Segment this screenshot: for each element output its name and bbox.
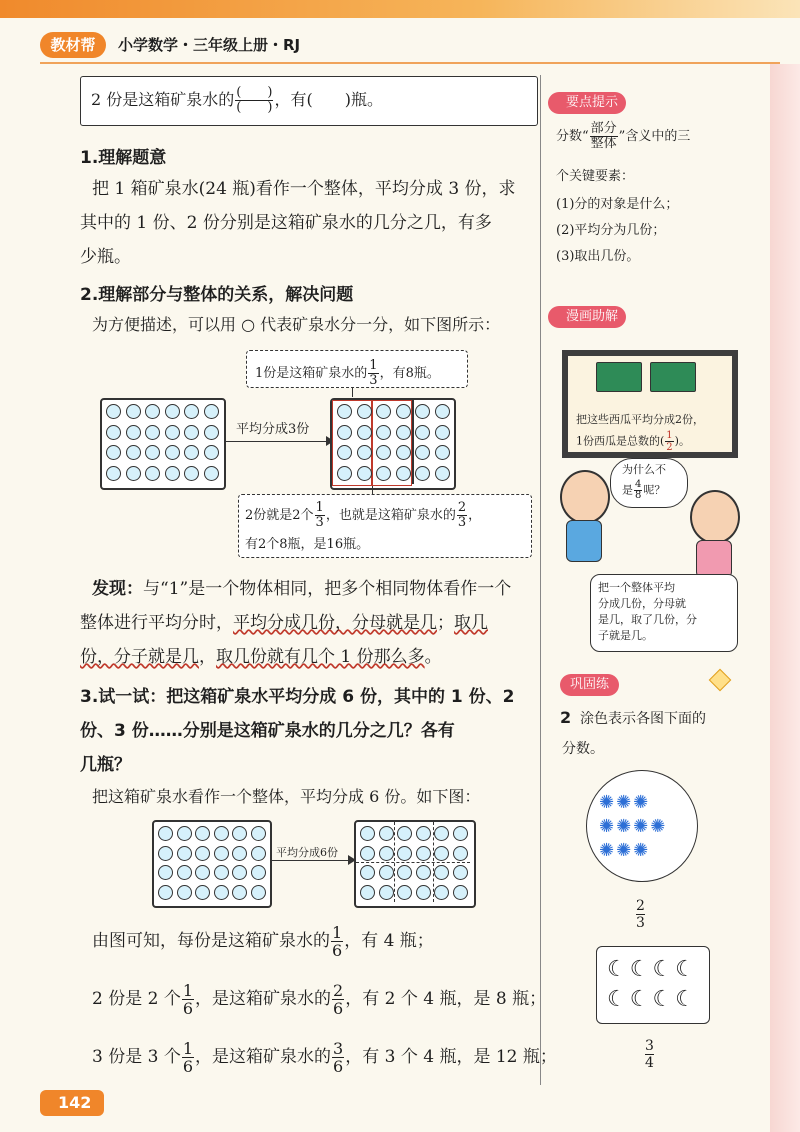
bottle-circle — [357, 404, 372, 419]
bubble2-l2: 分成几份，分母就 — [598, 597, 686, 610]
section2-intro: 为方便描述，可以用 ○ 代表矿泉水分一分，如下图所示： — [92, 315, 501, 334]
bottle-circle — [416, 846, 431, 861]
bottle-circle — [214, 865, 229, 880]
divide-arrow — [224, 441, 330, 442]
bottle-circle — [337, 425, 352, 440]
blank-bottles — [313, 90, 345, 109]
result3-mid: ，是这箱矿泉水的 — [195, 1047, 332, 1067]
bottle-circle — [184, 425, 199, 440]
fig1-den: 3 — [636, 915, 645, 931]
bottle-circle — [184, 404, 199, 419]
bottle-circle — [177, 885, 192, 900]
bottle-circle — [360, 846, 375, 861]
bottle-circle — [195, 865, 210, 880]
bottle-circle — [415, 425, 430, 440]
pencil-icon — [709, 669, 732, 692]
discovery-key3: 取几份就有几个 1 份那么多 — [216, 647, 425, 667]
result2-mid: ，是这箱矿泉水的 — [195, 989, 332, 1009]
note2-c: ，也就是这箱矿泉水的 — [325, 508, 456, 523]
result3-pre: 3 份是 3 个 — [92, 1047, 181, 1067]
comic-line2a: 1份西瓜是总数的( — [576, 434, 665, 448]
fig1-num: 2 — [636, 898, 645, 914]
tag-practice-label: 巩固练 — [570, 677, 610, 692]
section3-heading-l3: 几瓶？ — [80, 755, 131, 775]
note1-connector — [352, 387, 353, 397]
divide-label-6: 平均分成6份 — [276, 846, 338, 859]
tip-num: 部分 — [590, 121, 617, 136]
comic-num: 1 — [666, 430, 673, 441]
result1-den: 6 — [332, 941, 343, 960]
bubble1-c: 呢？ — [643, 483, 666, 497]
tag-comic-label: 漫画助解 — [566, 309, 619, 324]
top-color-band — [0, 0, 800, 18]
exercise-line1: 涂色表示各图下面的 — [580, 711, 706, 727]
bottle-circle — [357, 425, 372, 440]
column-divider — [540, 75, 541, 1085]
bottle-circle — [415, 404, 430, 419]
bottle-circle — [232, 826, 247, 841]
bottle-circle — [397, 865, 412, 880]
bottle-circle — [158, 885, 173, 900]
bottle-circle — [158, 865, 173, 880]
bottle-circle — [416, 865, 431, 880]
tag-practice — [560, 674, 619, 696]
subject-title: 小学数学・三年级上册・RJ — [118, 36, 301, 54]
tip-b: ”含义中的三 — [618, 129, 691, 144]
note2-e: ， — [468, 508, 482, 523]
section3-intro: 把这箱矿泉水看作一个整体，平均分成 6 份。如下图： — [92, 787, 481, 806]
discovery-label: 发现： — [92, 579, 143, 599]
note2-connector — [372, 486, 373, 494]
bottle-circle — [376, 466, 391, 481]
tip-l3: (1)分的对象是什么； — [556, 197, 679, 212]
discovery-line2a: 整体进行平均分时， — [80, 613, 233, 633]
bottle-circle — [453, 826, 468, 841]
bottle-circle — [251, 846, 266, 861]
exercise-number: 2 — [560, 708, 572, 727]
bottle-circle — [396, 425, 411, 440]
bottle-circle — [434, 885, 449, 900]
bottle-circle — [416, 826, 431, 841]
result3-post: ，有 3 个 4 瓶，是 12 瓶； — [345, 1047, 557, 1067]
tag-comic — [548, 306, 626, 328]
bottle-circle — [126, 466, 141, 481]
question-suffix: )瓶。 — [344, 90, 383, 109]
bottle-circle — [379, 846, 394, 861]
bottle-circle — [396, 466, 411, 481]
bottle-circle — [435, 445, 450, 460]
tag-key-points-label: 要点提示 — [566, 95, 619, 110]
bottle-circle — [251, 865, 266, 880]
bottle-circle — [337, 466, 352, 481]
bottle-circle — [453, 846, 468, 861]
note-two-parts — [238, 494, 532, 558]
section1-line3: 少瓶。 — [80, 247, 131, 267]
result2-num2: 2 — [333, 981, 344, 1000]
result2-den1: 6 — [182, 999, 194, 1018]
bottle-circle — [126, 404, 141, 419]
bottle-circle — [397, 885, 412, 900]
bottle-circle — [337, 404, 352, 419]
comic-den: 2 — [666, 442, 673, 453]
discovery-line2c: ； — [437, 613, 454, 633]
question-prefix: 2 份是这箱矿泉水的 — [91, 90, 235, 109]
page-edge-shade — [770, 64, 800, 1132]
bottle-circle — [232, 846, 247, 861]
result2-num1: 1 — [182, 981, 194, 1000]
moon-icons: ☾☾☾☾ ☾☾☾☾ — [607, 957, 698, 1012]
bottle-circle — [397, 846, 412, 861]
bottle-circle — [145, 445, 160, 460]
result3-den2: 6 — [333, 1057, 344, 1076]
bottle-circle — [453, 885, 468, 900]
girl-body — [696, 540, 732, 578]
result1-num: 1 — [332, 923, 343, 942]
tip-den: 整体 — [590, 136, 617, 151]
bottle-circle — [416, 885, 431, 900]
discovery-line3d: 。 — [424, 647, 442, 667]
bubble1-den: 8 — [635, 490, 642, 501]
tip-a: 分数“ — [556, 129, 589, 144]
bottle-circle — [379, 885, 394, 900]
bottle-circle — [376, 404, 391, 419]
bottle-circle — [357, 445, 372, 460]
bottle-circle — [106, 466, 121, 481]
bottle-circle — [434, 826, 449, 841]
bottle-circle — [195, 885, 210, 900]
flower-icons: ✺✺✺ ✺✺✺✺ ✺✺✺ — [599, 792, 668, 861]
blank-denominator: ( ) — [236, 100, 273, 115]
tip-l2: 个关键要素： — [556, 169, 635, 184]
note2-num2: 2 — [457, 500, 467, 515]
bubble1-num: 4 — [635, 479, 642, 490]
bottle-circle — [360, 826, 375, 841]
comic-line1: 把这些西瓜平均分成2份， — [576, 413, 704, 426]
bottle-circle — [195, 846, 210, 861]
bottle-circle — [337, 445, 352, 460]
section1-line2: 其中的 1 份、2 份分别是这箱矿泉水的几分之几，有多 — [80, 213, 492, 233]
section2-heading: 2.理解部分与整体的关系，解决问题 — [80, 285, 354, 305]
bottle-circle — [195, 826, 210, 841]
bubble2-l4: 子就是几。 — [598, 629, 653, 642]
tip-l4: (2)平均分为几份； — [556, 223, 666, 238]
comic-line2b: )。 — [674, 434, 690, 448]
bottle-circle — [204, 466, 219, 481]
bottle-circle — [126, 445, 141, 460]
note2-num1: 1 — [315, 500, 324, 515]
note1-pre: 1份是这箱矿泉水的 — [255, 366, 368, 381]
result1-pre: 由图可知，每份是这箱矿泉水的 — [92, 931, 330, 951]
bottle-circle — [165, 404, 180, 419]
bottle-circle — [184, 466, 199, 481]
bottle-circle — [435, 466, 450, 481]
note-one-part — [246, 350, 468, 388]
bottle-circle — [396, 404, 411, 419]
discovery-key2a: 取几 — [454, 613, 488, 633]
divide-arrow-6 — [270, 860, 352, 861]
bottle-circle — [435, 404, 450, 419]
bottle-circle — [177, 826, 192, 841]
bottle-circle — [204, 425, 219, 440]
result3-num1: 1 — [182, 1039, 194, 1058]
result3-num2: 3 — [333, 1039, 344, 1058]
bubble1-b: 是 — [622, 483, 633, 497]
fig2-num: 3 — [645, 1038, 654, 1054]
tag-key-points — [548, 92, 626, 114]
bottle-circle — [251, 885, 266, 900]
discovery-line1: 与“1”是一个物体相同，把多个相同物体看作一个 — [143, 579, 512, 599]
bottle-circle — [177, 846, 192, 861]
boy-body — [566, 520, 602, 562]
bottle-circle — [415, 466, 430, 481]
bottle-circle — [145, 466, 160, 481]
discovery-key1: 平均分成几份，分母就是几 — [233, 613, 437, 633]
header-rule — [40, 62, 780, 64]
bottle-circle — [396, 445, 411, 460]
note1-den: 3 — [369, 373, 378, 388]
bottle-circle — [251, 826, 266, 841]
bottle-circle — [379, 826, 394, 841]
note2-den1: 3 — [315, 515, 324, 530]
bottle-circle — [165, 466, 180, 481]
fig2-den: 4 — [645, 1055, 654, 1071]
discovery-line3b: ， — [199, 647, 216, 667]
group-divider — [412, 400, 414, 484]
brand-badge: 教材帮 — [40, 32, 106, 58]
bottle-circle — [145, 425, 160, 440]
tip-l5: (3)取出几份。 — [556, 249, 640, 264]
section3-heading-l1: 3.试一试：把这箱矿泉水平均分成 6 份，其中的 1 份、2 — [80, 687, 515, 707]
bubble2-l3: 是几，取了几份，分 — [598, 613, 697, 626]
bottle-circle — [106, 425, 121, 440]
girl-character — [690, 490, 740, 544]
moon-box-figure — [596, 946, 710, 1024]
section1-heading: 1.理解题意 — [80, 148, 167, 168]
watermelon-tray-right — [650, 362, 696, 392]
note2-a: 2份就是2个 — [245, 508, 314, 523]
bottle-circle — [145, 404, 160, 419]
page-number: 142 — [58, 1093, 92, 1112]
bottle-circle — [360, 885, 375, 900]
question-mid: ，有( — [274, 90, 313, 109]
bottle-circle — [158, 846, 173, 861]
bottle-circle — [232, 865, 247, 880]
result2-pre: 2 份是 2 个 — [92, 989, 181, 1009]
note2-den2: 3 — [457, 515, 467, 530]
bottle-circle — [214, 846, 229, 861]
bottle-circle — [376, 425, 391, 440]
bottle-circle — [415, 445, 430, 460]
question-box — [80, 76, 538, 126]
bottle-circle — [106, 404, 121, 419]
bottle-circle — [357, 466, 372, 481]
bubble1-a: 为什么不 — [622, 463, 666, 476]
bottle-circle — [204, 445, 219, 460]
grid6-hdivider — [356, 862, 470, 863]
result3-den1: 6 — [182, 1057, 194, 1076]
bubble2-l1: 把一个整体平均 — [598, 581, 675, 594]
bottle-circle — [453, 865, 468, 880]
exercise-line2: 分数。 — [562, 741, 604, 757]
bottle-circle — [434, 865, 449, 880]
bottle-circle — [214, 826, 229, 841]
bottle-circle — [158, 826, 173, 841]
note2-line2: 有2个8瓶，是16瓶。 — [245, 537, 370, 552]
divide-label: 平均分成3份 — [236, 422, 310, 437]
result2-post: ，有 2 个 4 瓶，是 8 瓶； — [345, 989, 547, 1009]
bottle-circle — [184, 445, 199, 460]
bottle-circle — [434, 846, 449, 861]
note1-num: 1 — [369, 358, 378, 373]
bottle-circle — [397, 826, 412, 841]
flower-circle-figure — [586, 770, 698, 882]
bottle-circle — [435, 425, 450, 440]
bottle-circle — [204, 404, 219, 419]
bottle-circle — [379, 865, 394, 880]
note1-post: ，有8瓶。 — [379, 366, 440, 381]
bottle-circle — [106, 445, 121, 460]
bottle-circle — [126, 425, 141, 440]
bottle-circle — [177, 865, 192, 880]
section3-heading-l2: 份、3 份……分别是这箱矿泉水的几分之几？各有 — [80, 721, 455, 741]
section1-line1: 把 1 箱矿泉水(24 瓶)看作一个整体，平均分成 3 份，求 — [92, 179, 516, 199]
grid6-vdivider — [394, 822, 395, 902]
watermelon-tray-left — [596, 362, 642, 392]
bottle-circle — [360, 865, 375, 880]
discovery-key2b: 份，分子就是几 — [80, 647, 199, 667]
blank-numerator: ( ) — [236, 85, 273, 100]
bottle-circle — [214, 885, 229, 900]
bottle-circle — [165, 445, 180, 460]
bottle-circle — [165, 425, 180, 440]
result2-den2: 6 — [333, 999, 344, 1018]
bottle-circle — [376, 445, 391, 460]
result1-post: ，有 4 瓶； — [344, 931, 434, 951]
boy-character — [560, 470, 610, 524]
bottle-circle — [232, 885, 247, 900]
